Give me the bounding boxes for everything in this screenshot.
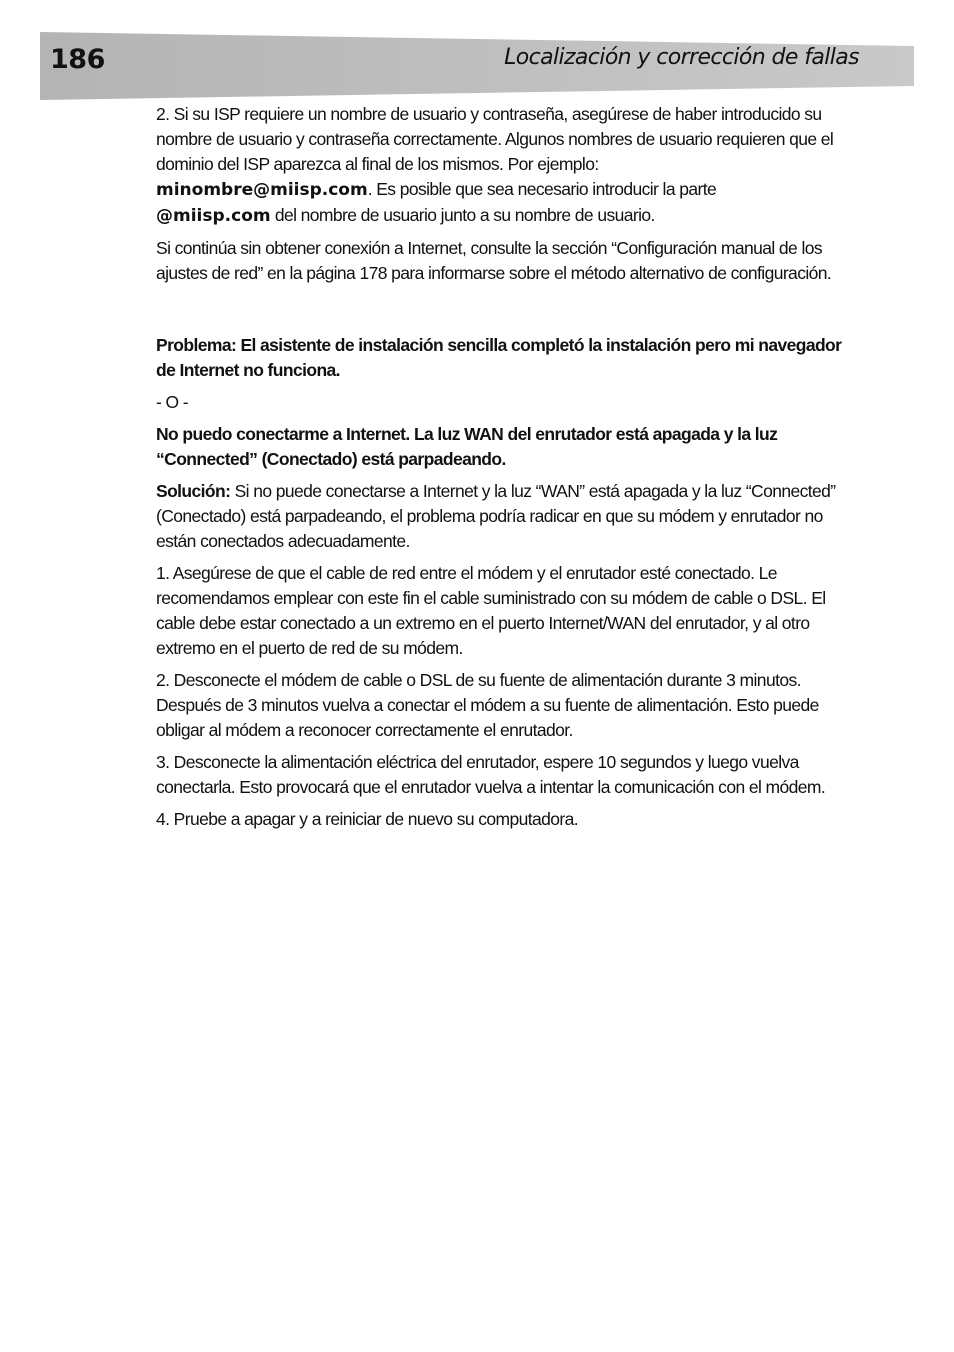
chapter-title: Localización y corrección de fallas [504, 45, 859, 70]
problem-heading-alt: No puedo conectarme a Internet. La luz WAN del enrutador está apagada y la luz “Connected” (Conectado) está parpadeando. [156, 424, 778, 469]
spacer [156, 293, 861, 333]
example-domain: @miisp.com [156, 206, 271, 226]
paragraph-text: . Es posible que sea necesario introducir la parte [367, 179, 717, 199]
step-4: 4. Pruebe a apagar y a reiniciar de nuevo su computadora. [156, 809, 579, 829]
solution-label: Solución: [156, 481, 231, 501]
problem-heading: Problema: El asistente de instalación sencilla completó la instalación pero mi navegador de Internet no funciona. [156, 335, 842, 380]
separator: - O - [156, 392, 188, 412]
solution-paragraph [156, 479, 861, 554]
paragraph-isp-username [156, 102, 861, 229]
step-1: 1. Asegúrese de que el cable de red entre el módem y el enrutador esté conectado. Le recomendamos emplear con este fin el cable suministrado con su módem de cable o DSL. El cable debe estar conectado a un extremo en el puerto Internet/WAN del enrutador, y al otro extremo en el puerto de red de su módem. [156, 563, 826, 658]
page-content [156, 102, 861, 839]
solution-text: Si no puede conectarse a Internet y la luz “WAN” está apagada y la luz “Connected” (Conectado) está parpadeando, el problema podría radicar en que su módem y enrutador no están conectados adecuadamente. [156, 481, 836, 551]
step-3: 3. Desconecte la alimentación eléctrica del enrutador, espere 10 segundos y luego vuelva conectarla. Esto provocará que el enrutador vuelva a intentar la comunicación con el módem. [156, 752, 826, 797]
example-username: minombre@miisp.com [156, 180, 368, 200]
page-number: 186 [50, 44, 105, 75]
paragraph-text: 2. Si su ISP requiere un nombre de usuario y contraseña, asegúrese de haber introducido su nombre de usuario y contraseña correctamente. Algunos nombres de usuario requieren que el dominio del ISP aparezca al final de los mismos. Por ejemplo: [156, 104, 834, 174]
paragraph-manual-config: Si continúa sin obtener conexión a Internet, consulte la sección “Configuración manual de los ajustes de red” en la página 178 para informarse sobre el método alternativo de configuración. [156, 238, 832, 283]
paragraph-text: del nombre de usuario junto a su nombre de usuario. [270, 205, 655, 225]
step-2: 2. Desconecte el módem de cable o DSL de su fuente de alimentación durante 3 minutos. Después de 3 minutos vuelva a conectar el módem a su fuente de alimentación. Esto puede obligar al módem a reconocer correctamente el enrutador. [156, 670, 819, 740]
